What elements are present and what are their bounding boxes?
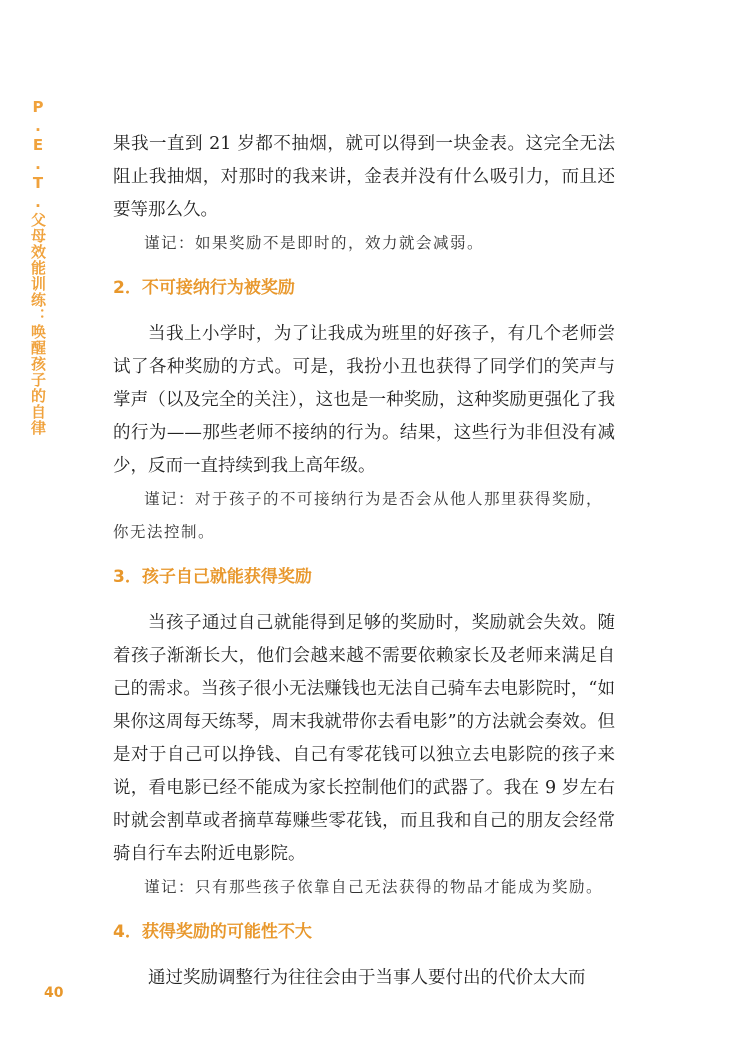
book-title-vertical: P.E.T.父母效能训练：唤醒孩子的自律: [29, 98, 47, 436]
paragraph-2: 当我上小学时，为了让我成为班里的好孩子，有几个老师尝试了各种奖励的方式。可是，我扮小丑也获得了同学们的笑声与掌声（以及完全的关注），这也是一种奖励，这种奖励更强化了我的行为——那些老师不接纳的行为。结果，这些行为非但没有减少，反而一直持续到我上高年级。: [113, 324, 615, 476]
section-heading-3: 3．孩子自己就能获得奖励: [113, 567, 312, 587]
paragraph-4: 通过奖励调整行为往往会由于当事人要付出的代价太大而: [148, 968, 586, 988]
section-heading-2: 2．不可接纳行为被奖励: [113, 278, 295, 298]
section-heading-4: 4．获得奖励的可能性不大: [113, 922, 312, 942]
page-body: [113, 128, 615, 995]
remember-note-2: 谨记：对于孩子的不可接纳行为是否会从他人那里获得奖励，你无法控制。: [113, 490, 604, 541]
remember-note-3: 谨记：只有那些孩子依靠自己无法获得的物品才能成为奖励。: [144, 878, 604, 896]
remember-note-1: 谨记：如果奖励不是即时的，效力就会减弱。: [144, 234, 485, 252]
paragraph-continued: 果我一直到 21 岁都不抽烟，就可以得到一块金表。这完全无法阻止我抽烟，对那时的我来讲，金表并没有什么吸引力，而且还要等那么久。: [113, 134, 615, 220]
paragraph-3: 当孩子通过自己就能得到足够的奖励时，奖励就会失效。随着孩子渐渐长大，他们会越来越不需要依赖家长及老师来满足自己的需求。当孩子很小无法赚钱也无法自己骑车去电影院时，“如果你这周每天练琴，周末我就带你去看电影”的方法就会奏效。但是对于自己可以挣钱、自己有零花钱可以独立去电影院的孩子来说，看电影已经不能成为家长控制他们的武器了。我在 9 岁左右时就会割草或者摘草莓赚些零花钱，而且我和自己的朋友会经常骑自行车去附近电影院。: [113, 613, 615, 864]
page-number: 40: [44, 985, 64, 1001]
